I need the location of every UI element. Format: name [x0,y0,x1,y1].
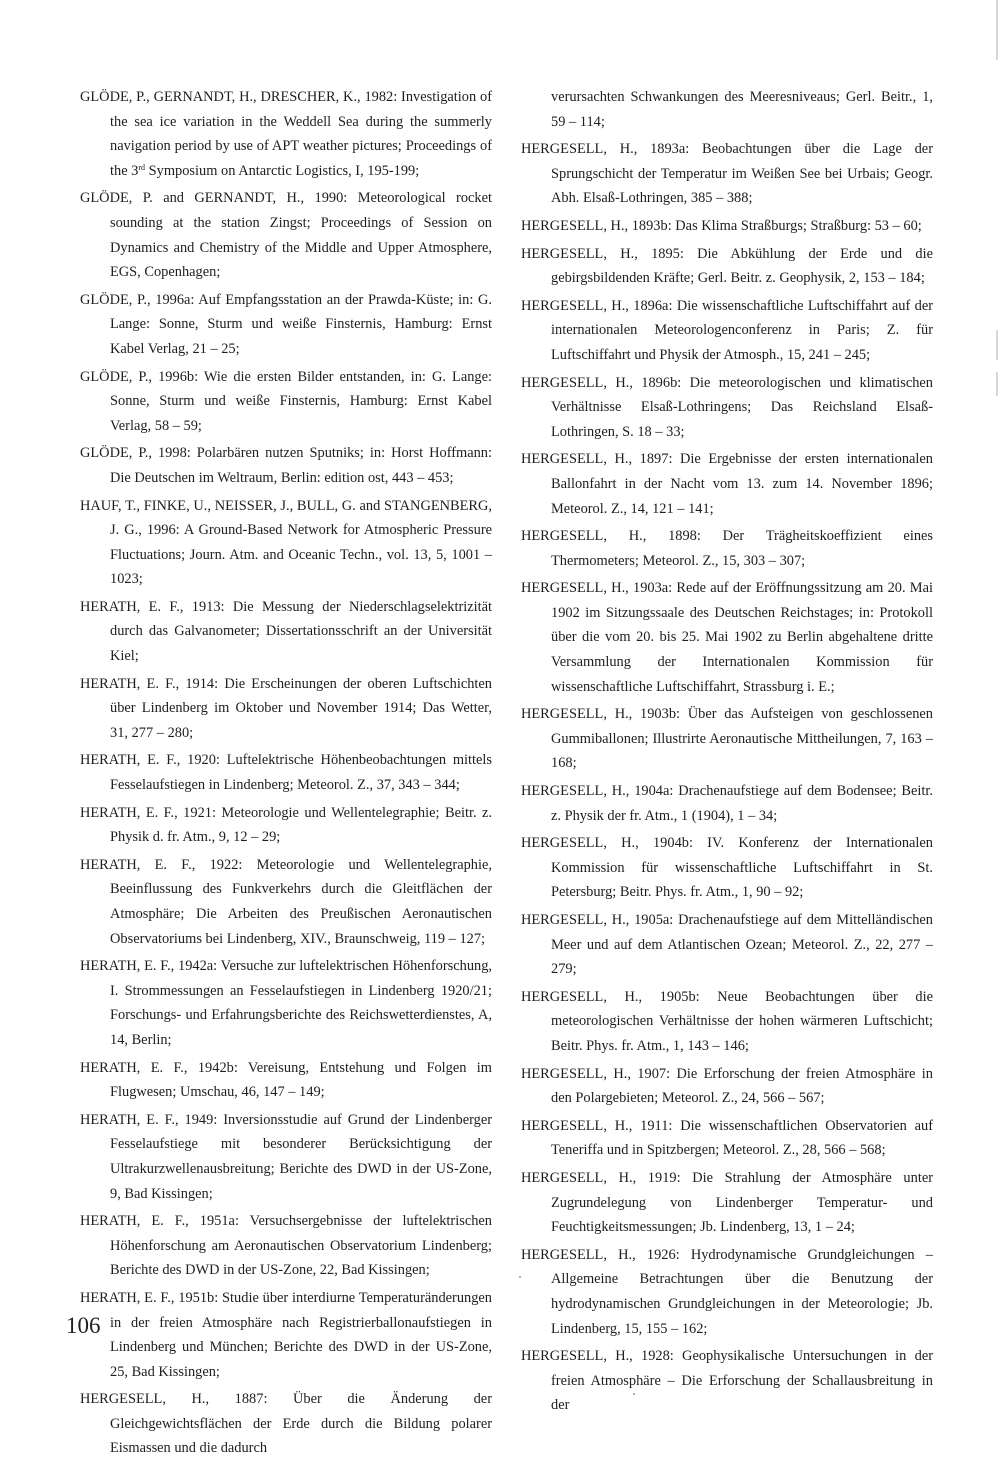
bibliography-entry [80,1056,492,1105]
bibliography-entry [80,1209,492,1283]
entry-text: HERATH, E. F., 1920: Luftelektrische Höhenbeobachtungen mittels Fesselaufstiegen in Lindenberg; Meteorol. Z., 37, 343 – 344; [80,752,492,794]
bibliography-entry [80,1286,492,1384]
entry-text: HERGESELL, H., 1907: Die Erforschung der freien Atmosphäre in den Polargebieten; Meteorol. Z., 24, 566 – 567; [521,1065,933,1107]
bibliography-entry [80,801,492,850]
entry-text: GLÖDE, P., 1996b: Wie die ersten Bilder entstanden, in: G. Lange: Sonne, Sturm und weiße Finsternis, Hamburg: Ernst Kabel Verlag, 58 – 59; [80,368,492,434]
bibliography-entry [80,441,492,490]
entry-text: GLÖDE, P. and GERNANDT, H., 1990: Meteorological rocket sounding at the station Zingst; Proceedings of Session on Dynamics and Chemistry of the Middle and Upper Atmosphere, EGS, Copenhagen; [80,190,492,281]
bibliography-entry [80,1387,492,1461]
bibliography-entry [521,214,933,239]
entry-text: HERGESELL, H., 1905a: Drachenaufstiege auf dem Mittelländischen Meer und auf dem Atlantischen Ozean; Meteorol. Z., 22, 277 – 279; [521,912,933,978]
entry-text: HERGESELL, H., 1893b: Das Klima Straßburgs; Straßburg: 53 – 60; [521,217,922,234]
entry-text: HERGESELL, H., 1905b: Neue Beobachtungen über die meteorologischen Verhältnisse der hohen wärmeren Luftschicht; Beitr. Phys. fr. Atm., 1, 143 – 146; [521,988,933,1054]
bibliography-entry [521,779,933,828]
scan-edge-mark [996,372,998,396]
entry-text: HERATH, E. F., 1949: Inversionsstudie auf Grund der Lindenberger Fesselaufstiege mit besonderer Berücksichtigung der Ultrakurzwellenausbreitung; Berichte des DWD in der US-Zone, 9, Bad Kissingen; [80,1111,492,1202]
entry-text: GLÖDE, P., 1998: Polarbären nutzen Sputniks; in: Horst Hoffmann: Die Deutschen im Weltraum, Berlin: edition ost, 443 – 453; [80,445,492,486]
scan-edge-mark [996,0,998,60]
entry-text: HERGESELL, H., 1897: Die Ergebnisse der ersten internationalen Ballonfahrt in der Nacht vom 13. zum 14. November 1896; Meteorol. Z., 14, 121 – 141; [521,451,933,517]
entry-text: HAUF, T., FINKE, U., NEISSER, J., BULL, G. and STANGENBERG, J. G., 1996: A Ground-Based Network for Atmospheric Pressure Fluctuations; Journ. Atm. and Oceanic Techn., vol. 13, 5, 1001 – 1023; [80,497,492,588]
entry-text: HERATH, E. F., 1922: Meteorologie und Wellentelegraphie, Beeinflussung des Funkverkehrs durch die Gleitflächen der Atmosphäre; Die Arbeiten des Preußischen Aeronautischen Observatoriums bei Lindenberg, XIV., Braunschweig, 119 – 127; [80,856,492,947]
bibliography-entry [521,1166,933,1240]
bibliography-entry [521,294,933,368]
bibliography-entry-continuation [521,85,933,134]
bibliography-entry [80,365,492,439]
entry-text: HERGESELL, H., 1887: Über die Änderung der Gleichgewichtsflächen der Erde durch die Bildung polarer Eismassen und die dadurch [80,1391,492,1457]
page-number: 106 [66,1313,101,1338]
bibliography-column-left [80,85,492,1464]
bibliography-entry [521,1243,933,1341]
entry-text: HERATH, E. F., 1913: Die Messung der Niederschlagselektrizität durch das Galvanometer; Dissertationsschrift an der Universität Kiel; [80,598,492,665]
bibliography-entry [80,288,492,362]
bibliography-entry [521,371,933,445]
bibliography-entry [521,576,933,699]
entry-text: verursachten Schwankungen des Meeresniveaus; Gerl. Beitr., 1, 59 – 114; [551,89,933,130]
scan-speck [633,1393,635,1395]
bibliography-entry [80,748,492,797]
entry-text: HERGESELL, H., 1926: Hydrodynamische Grundgleichungen – Allgemeine Betrachtungen über die Benutzung der hydrodynamischen Grundgleichungen in der Meteorologie; Jb. Lindenberg, 15, 155 – 162; [521,1246,933,1337]
entry-text: HERATH, E. F., 1942a: Versuche zur luftelektrischen Höhenforschung, I. Strommessungen an Fesselaufstiegen in Lindenberg 1920/21; Forschungs- und Erfahrungsberichte des Reichswetterdienstes, A, 14, Berlin; [80,958,492,1048]
bibliography-entry [521,908,933,982]
entry-text: GLÖDE, P., 1996a: Auf Empfangsstation an der Prawda-Küste; in: G. Lange: Sonne, Sturm und weiße Finsternis, Hamburg: Ernst Kabel Verlag, 21 – 25; [80,291,492,357]
bibliography-entry [521,702,933,776]
entry-text-after: Symposium on Antarctic Logistics, I, 195-199; [145,162,420,179]
entry-text: HERGESELL, H., 1904a: Drachenaufstiege auf dem Bodensee; Beitr. z. Physik der fr. Atm., 1 (1904), 1 – 34; [521,783,933,824]
bibliography-column-right [521,85,933,1421]
entry-text: HERGESELL, H., 1904b: IV. Konferenz der Internationalen Kommission für wissenschaftliche Luftschiffahrt in St. Petersburg; Beitr. Phys. fr. Atm., 1, 90 – 92; [521,835,933,901]
scan-edge-mark [996,330,998,360]
scan-speck [519,1276,521,1278]
entry-text: GLÖDE, P., GERNANDT, H., DRESCHER, K., 1982: Investigation of the sea ice variation in the Weddell Sea during the summerly navigation period by use of APT weather pictures; Proceedings of the 3 [80,89,492,179]
entry-text: HERGESELL, H., 1893a: Beobachtungen über die Lage der Sprungschicht der Temperatur im Weißen See bei Urbais; Geogr. Abh. Elsaß-Lothringen, 385 – 388; [521,141,933,207]
entry-text: HERATH, E. F., 1951b: Studie über interdiurne Temperaturänderungen in der freien Atmosphäre nach Registrierballonaufstiegen in Lindenberg und München; Berichte des DWD in der US-Zone, 25, Bad Kissingen; [80,1289,492,1380]
entry-text: HERGESELL, H., 1928: Geophysikalische Untersuchungen in der freien Atmosphäre – Die Erforschung der Schallausbreitung in der [521,1348,933,1414]
bibliography-entry [80,672,492,746]
bibliography-entry [80,954,492,1052]
entry-text: HERATH, E. F., 1942b: Vereisung, Entstehung und Folgen im Flugwesen; Umschau, 46, 147 – 149; [80,1059,492,1101]
bibliography-entry [521,524,933,573]
entry-text: HERATH, E. F., 1951a: Versuchsergebnisse der luftelektrischen Höhenforschung am Aeronautischen Observatorium Lindenberg; Berichte des DWD in der US-Zone, 22, Bad Kissingen; [80,1213,492,1279]
entry-text: HERGESELL, H., 1911: Die wissenschaftlichen Observatorien auf Teneriffa und in Spitzbergen; Meteorol. Z., 28, 566 – 568; [521,1117,933,1159]
entry-text: HERGESELL, H., 1903b: Über das Aufsteigen von geschlossenen Gummiballonen; Illustrirte Aeronautische Mittheilungen, 7, 163 – 168; [521,706,933,772]
bibliography-entry [80,595,492,669]
bibliography-entry [521,137,933,211]
entry-superscript: rd [138,162,146,172]
entry-text: HERGESELL, H., 1898: Der Trägheitskoeffizient eines Thermometers; Meteorol. Z., 15, 303 – 307; [521,528,933,569]
bibliography-entry [521,1062,933,1111]
entry-text: HERGESELL, H., 1903a: Rede auf der Eröffnungssitzung am 20. Mai 1902 im Sitzungssaale des Deutschen Reichstages; in: Protokoll über die vom 20. bis 25. Mai 1902 zu Berlin abgehaltene dritte Versammlung der Internationalen Kommission für wissenschaftliche Luftschiffahrt, Strassburg i. E.; [521,580,933,695]
bibliography-entry [80,85,492,183]
entry-text: HERATH, E. F., 1914: Die Erscheinungen der oberen Luftschichten über Lindenberg im Oktober und November 1914; Das Wetter, 31, 277 – 280; [80,675,492,741]
bibliography-entry [80,494,492,592]
bibliography-entry [80,1108,492,1206]
bibliography-entry [521,1344,933,1418]
bibliography-entry [80,853,492,951]
bibliography-entry [521,831,933,905]
entry-text: HERATH, E. F., 1921: Meteorologie und Wellentelegraphie; Beitr. z. Physik d. fr. Atm., 9, 12 – 29; [80,804,492,846]
entry-text: HERGESELL, H., 1896a: Die wissenschaftliche Luftschiffahrt auf der internationalen Meteorologenconferenz in Paris; Z. für Luftschiffahrt und Physik der Atmosph., 15, 241 – 245; [521,297,933,363]
bibliography-entry [521,447,933,521]
bibliography-entry [521,242,933,291]
bibliography-entry [521,1114,933,1163]
entry-text: HERGESELL, H., 1919: Die Strahlung der Atmosphäre unter Zugrundelegung von Lindenberger Temperatur- und Feuchtigkeitsmessungen; Jb. Lindenberg, 13, 1 – 24; [521,1169,933,1236]
bibliography-entry [521,985,933,1059]
bibliography-entry [80,186,492,284]
entry-text: HERGESELL, H., 1896b: Die meteorologischen und klimatischen Verhältnisse Elsaß-Lothringens; Das Reichsland Elsaß-Lothringen, S. 18 – 33; [521,374,933,440]
entry-text: HERGESELL, H., 1895: Die Abkühlung der Erde und die gebirgsbildenden Kräfte; Gerl. Beitr. z. Geophysik, 2, 153 – 184; [521,245,933,287]
